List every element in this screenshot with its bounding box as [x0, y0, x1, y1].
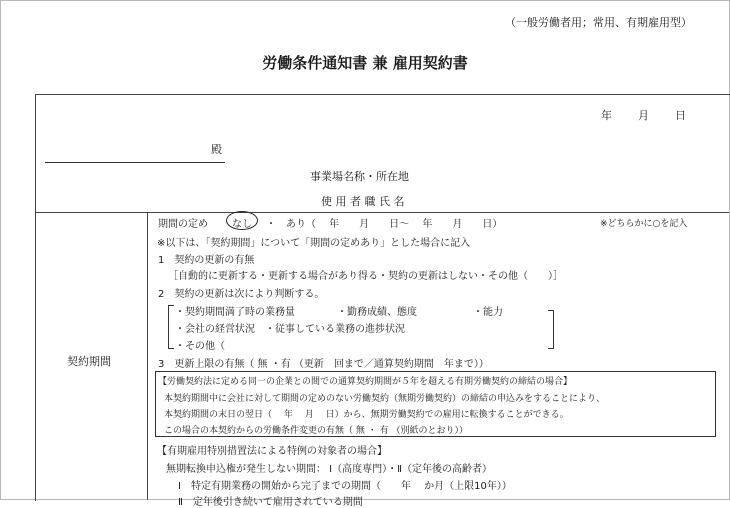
item1-title: 1 契約の更新の有無 [158, 255, 255, 266]
conversion-heading: 【労働契約法に定める同一の企業との間での通算契約期間が５年を超える有期労働契約の締結の場合】 [158, 377, 573, 387]
renewal-notice: ※以下は、「契約期間」について「期間の定めあり」とした場合に記入 [157, 238, 471, 249]
criteria-other: ・その他（ [175, 341, 225, 352]
table-divider [35, 212, 729, 213]
form-type-label: （一般労働者用；常用、有期雇用型） [505, 16, 692, 29]
special-measures-line-3: Ⅱ 定年後引き続いて雇用されている期間 [178, 497, 363, 508]
period-label: 期間の定め [158, 219, 208, 230]
criteria-business: ・会社の経営状況 ・従事している業務の進捗状況 [175, 324, 405, 335]
special-measures-line-2: Ⅰ 特定有期業務の開始から完了までの期間（ 年 か月（上限10年）） [178, 481, 512, 492]
addressee-honorific: 殿 [211, 143, 222, 156]
addressee-line [45, 162, 225, 163]
criteria-bracket-left [168, 305, 174, 349]
conversion-line-1: 本契約期間中に会社に対して期間の定めのない労働契約（無期労働契約）の締結の申込みをすることにより、 [164, 394, 606, 404]
criteria-performance: ・勤務成績、態度 [337, 307, 417, 318]
item1-options: ［自動的に更新する・更新する場合があり得る・契約の更新はしない・その他（ ）］ [168, 271, 563, 282]
period-note: ※どちらかに○を記入 [600, 219, 688, 229]
period-option-exists: あり（ 年 月 日～ 年 月 日） [286, 219, 503, 230]
period-separator: ・ [266, 219, 276, 230]
employer-name-address: 事業場名称・所在地 [310, 170, 409, 183]
item2-title: 2 契約の更新は次により判断する。 [158, 289, 325, 300]
label-column-divider [147, 212, 148, 500]
contract-period-label: 契約期間 [67, 355, 111, 368]
criteria-bracket-right [548, 310, 554, 349]
conversion-line-3: この場合の本契約からの労働条件変更の有無（ 無 ・ 有 （別紙のとおり）） [164, 426, 468, 436]
date-month: 月 [638, 109, 649, 122]
period-option-none: なし [232, 219, 252, 230]
conversion-line-2: 本契約期間の末日の翌日（ 年 月 日）から、無期労働契約での雇用に転換することができる。 [164, 410, 569, 420]
special-measures-heading: 【有期雇用特別措置法による特例の対象者の場合】 [157, 446, 387, 457]
date-year: 年 [601, 109, 612, 122]
date-day: 日 [675, 109, 686, 122]
document-title: 労働条件通知書 兼 雇用契約書 [262, 54, 468, 72]
criteria-workload: ・契約期間満了時の業務量 [175, 307, 295, 318]
criteria-ability: ・能力 [473, 307, 503, 318]
employer-representative: 使 用 者 職 氏 名 [321, 195, 405, 208]
item3-renewal-limit: 3 更新上限の有無（ 無 ・有 （更新 回まで／通算契約期間 年まで）） [158, 359, 489, 370]
contract-table [35, 94, 730, 501]
special-measures-line-1: 無期転換申込権が発生しない期間： Ⅰ（高度専門）・Ⅱ（定年後の高齢者） [166, 464, 493, 475]
